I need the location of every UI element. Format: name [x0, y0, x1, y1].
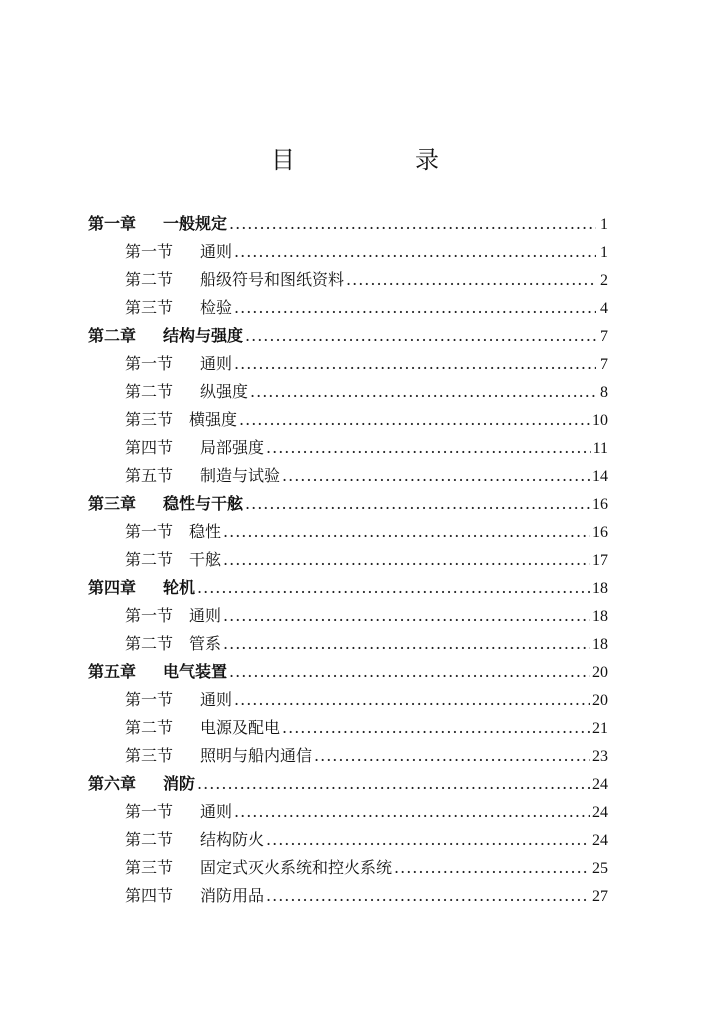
section-title: 横强度: [189, 410, 238, 429]
section-title: 稳性: [189, 522, 222, 541]
chapter-title: 电气装置: [163, 662, 228, 681]
section-number: 第四节: [125, 886, 174, 905]
page-title: 目 录: [271, 146, 487, 174]
page-number: 16: [592, 496, 608, 513]
toc-section-row[interactable]: [125, 268, 608, 292]
dot-leader: [234, 240, 596, 264]
section-title: 固定式灭火系统和控火系统: [200, 858, 393, 877]
page-number: 24: [592, 832, 608, 849]
section-number: 第三节: [125, 746, 174, 765]
chapter-number: 第二章: [88, 326, 137, 345]
dot-leader: [266, 828, 590, 852]
page-number: 16: [592, 524, 608, 541]
chapter-title: 稳性与干舷: [163, 494, 244, 513]
chapter-number: 第四章: [88, 578, 137, 597]
toc-chapter-row[interactable]: [88, 576, 608, 600]
section-title: 结构防火: [200, 830, 265, 849]
section-title: 通则: [189, 606, 222, 625]
section-title: 通则: [200, 354, 233, 373]
page-number: 18: [592, 608, 608, 625]
chapter-title: 结构与强度: [163, 326, 244, 345]
page-number: 2: [600, 272, 608, 289]
chapter-title: 一般规定: [163, 214, 228, 233]
section-number: 第一节: [125, 802, 174, 821]
dot-leader: [223, 632, 590, 656]
toc-section-row[interactable]: [125, 800, 608, 824]
dot-leader: [229, 660, 590, 684]
chapter-number: 第五章: [88, 662, 137, 681]
toc-section-row[interactable]: [125, 688, 608, 712]
toc-section-row[interactable]: [125, 716, 608, 740]
toc-section-row[interactable]: [125, 744, 608, 768]
section-number: 第五节: [125, 466, 174, 485]
toc-section-row[interactable]: [125, 408, 608, 432]
page-number: 20: [592, 692, 608, 709]
dot-leader: [266, 884, 590, 908]
toc-section-row[interactable]: [125, 240, 608, 264]
section-title: 电源及配电: [200, 718, 281, 737]
dot-leader: [266, 436, 591, 460]
page-number: 18: [592, 580, 608, 597]
section-title: 消防用品: [200, 886, 265, 905]
chapter-number: 第一章: [88, 214, 137, 233]
section-number: 第三节: [125, 298, 174, 317]
page-number: 14: [592, 468, 608, 485]
dot-leader: [394, 856, 590, 880]
dot-leader: [346, 268, 596, 292]
page-number: 1: [600, 216, 608, 233]
page-number: 7: [600, 356, 608, 373]
section-title: 检验: [200, 298, 233, 317]
page-number: 4: [600, 300, 608, 317]
section-number: 第二节: [125, 550, 174, 569]
section-number: 第一节: [125, 606, 174, 625]
section-number: 第三节: [125, 410, 174, 429]
toc-section-row[interactable]: [125, 632, 608, 656]
dot-leader: [229, 212, 596, 236]
toc-section-row[interactable]: [125, 548, 608, 572]
toc-chapter-row[interactable]: [88, 772, 608, 796]
chapter-number: 第三章: [88, 494, 137, 513]
dot-leader: [234, 352, 596, 376]
page-number: 20: [592, 664, 608, 681]
toc-section-row[interactable]: [125, 828, 608, 852]
section-number: 第一节: [125, 242, 174, 261]
dot-leader: [197, 772, 590, 796]
section-number: 第二节: [125, 718, 174, 737]
toc-section-row[interactable]: [125, 436, 608, 460]
section-number: 第一节: [125, 690, 174, 709]
toc-section-row[interactable]: [125, 296, 608, 320]
section-title: 照明与船内通信: [200, 746, 313, 765]
dot-leader: [314, 744, 590, 768]
chapter-title: 轮机: [163, 578, 196, 597]
section-number: 第一节: [125, 522, 174, 541]
page-number: 25: [592, 860, 608, 877]
page-number: 10: [592, 412, 608, 429]
toc-section-row[interactable]: [125, 604, 608, 628]
dot-leader: [250, 380, 596, 404]
section-number: 第二节: [125, 634, 174, 653]
toc-section-row[interactable]: [125, 856, 608, 880]
section-title: 管系: [189, 634, 222, 653]
page-number: 8: [600, 384, 608, 401]
page-number: 23: [592, 748, 608, 765]
section-title: 通则: [200, 690, 233, 709]
dot-leader: [234, 688, 590, 712]
section-number: 第三节: [125, 858, 174, 877]
section-title: 局部强度: [200, 438, 265, 457]
section-title: 制造与试验: [200, 466, 281, 485]
dot-leader: [239, 408, 590, 432]
chapter-number: 第六章: [88, 774, 137, 793]
page-number: 24: [592, 804, 608, 821]
page-number: 7: [600, 328, 608, 345]
page-number: 21: [592, 720, 608, 737]
toc-section-row[interactable]: [125, 464, 608, 488]
section-number: 第一节: [125, 354, 174, 373]
dot-leader: [197, 576, 590, 600]
dot-leader: [234, 296, 596, 320]
dot-leader: [234, 800, 590, 824]
toc-chapter-row[interactable]: [88, 660, 608, 684]
chapter-title: 消防: [163, 774, 196, 793]
page-number: 17: [592, 552, 608, 569]
toc-section-row[interactable]: [125, 380, 608, 404]
dot-leader: [223, 520, 590, 544]
dot-leader: [223, 604, 590, 628]
toc-chapter-row[interactable]: [88, 492, 608, 516]
section-title: 通则: [200, 242, 233, 261]
toc-section-row[interactable]: [125, 352, 608, 376]
toc-chapter-row[interactable]: [88, 324, 608, 348]
dot-leader: [245, 492, 590, 516]
section-number: 第二节: [125, 382, 174, 401]
dot-leader: [282, 716, 590, 740]
dot-leader: [282, 464, 590, 488]
dot-leader: [245, 324, 596, 348]
section-title: 船级符号和图纸资料: [200, 270, 345, 289]
page-number: 1: [600, 244, 608, 261]
section-number: 第二节: [125, 830, 174, 849]
page-number: 24: [592, 776, 608, 793]
dot-leader: [223, 548, 590, 572]
toc-section-row[interactable]: [125, 884, 608, 908]
section-title: 干舷: [189, 550, 222, 569]
section-number: 第二节: [125, 270, 174, 289]
toc-chapter-row[interactable]: [88, 212, 608, 236]
page-number: 11: [592, 440, 608, 457]
section-title: 纵强度: [200, 382, 249, 401]
page-number: 18: [592, 636, 608, 653]
section-title: 通则: [200, 802, 233, 821]
toc-section-row[interactable]: [125, 520, 608, 544]
section-number: 第四节: [125, 438, 174, 457]
page-number: 27: [592, 888, 608, 905]
